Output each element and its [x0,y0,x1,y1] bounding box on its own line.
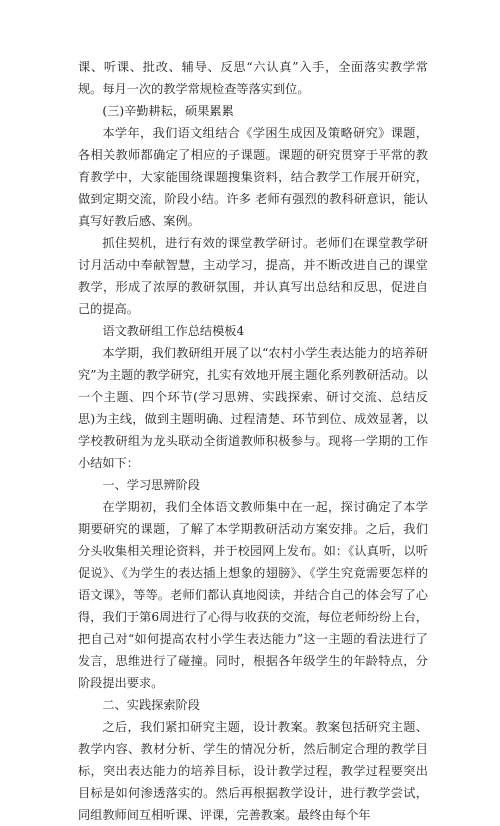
paragraph-learning-stage: 在学期初，我们全体语文教师集中在一起，探讨确定了本学期要研究的课题，了解了本学期教研活动方案安排。之后，我们分头收集相关理论资料，并于校园网上发布。如：《认真听，以听促说》、《为学生的表达插上想象的翅膀》、《学生究竟需要怎样的语文课》，等等。老师们都认真地阅读，并结合自己的体会写了心得，我们于第6周进行了心得与收获的交流，每位老师纷纷上台，把自己对“如何提高农村小学生表达能力”这一主题的看法进行了发言，思维进行了碰撞。同时，根据各年级学生的年龄特点，分阶段提出要求。 [78,500,428,690]
template-title: 语文教研组工作总结模板4 [102,324,245,338]
paragraph-practice-stage: 之后，我们紧扣研究主题，设计教案。教案包括研究主题、教学内容、教材分析、学生的情况分析，然后制定合理的教学目标，突出表达能力的培养目标，设计教学过程，教学过程要突出目标是如何渗透落实的。然后再根据教学设计，进行教学尝试，同组教师间互相听课、评课，完善教案。最终由每个年 [78,720,428,822]
document-page [78,56,428,826]
paragraph-teaching-discussion: 抓住契机，进行有效的课堂教学研讨。老师们在课堂教学研讨月活动中奉献智慧，主动学习，提高，并不断改进自己的课堂教学，形成了浓厚的教研氛围，并认真写出总结和反思，促进自己的提高。 [78,236,428,316]
paragraph-intro-continued: 课、听课、批改、辅导、反思“六认真”入手，全面落实教学常规。每月一次的教学常规检查等落实到位。 [78,60,428,96]
paragraph-semester-overview: 本学期，我们教研组开展了以“农村小学生表达能力的培养研究”为主题的教学研究，扎实有效地开展主题化系列教研活动。以一个主题、四个环节(学习思辨、实践探索、研讨交流、总结反思)为主线，做到主题明确、过程清楚、环节到位、成效显著，以学校教研组为龙头联动全街道教师积极参与。现将一学期的工作小结如下： [78,346,428,470]
stage-heading-practice: 二、实践探索阶段 [102,698,200,712]
stage-heading-learning: 一、学习思辨阶段 [102,478,200,492]
section-heading-3: (三)辛勤耕耘，硕果累累 [102,104,234,118]
paragraph-research: 本学年，我们语文组结合《学困生成因及策略研究》课题，各相关教师都确定了相应的子课题。课题的研究贯穿于平常的教育教学中，大家能围绕课题搜集资料，结合教学工作展开研究，做到定期交流，阶段小结。许多 老师有强烈的教科研意识，能认真写好教后感、案例。 [78,126,428,228]
